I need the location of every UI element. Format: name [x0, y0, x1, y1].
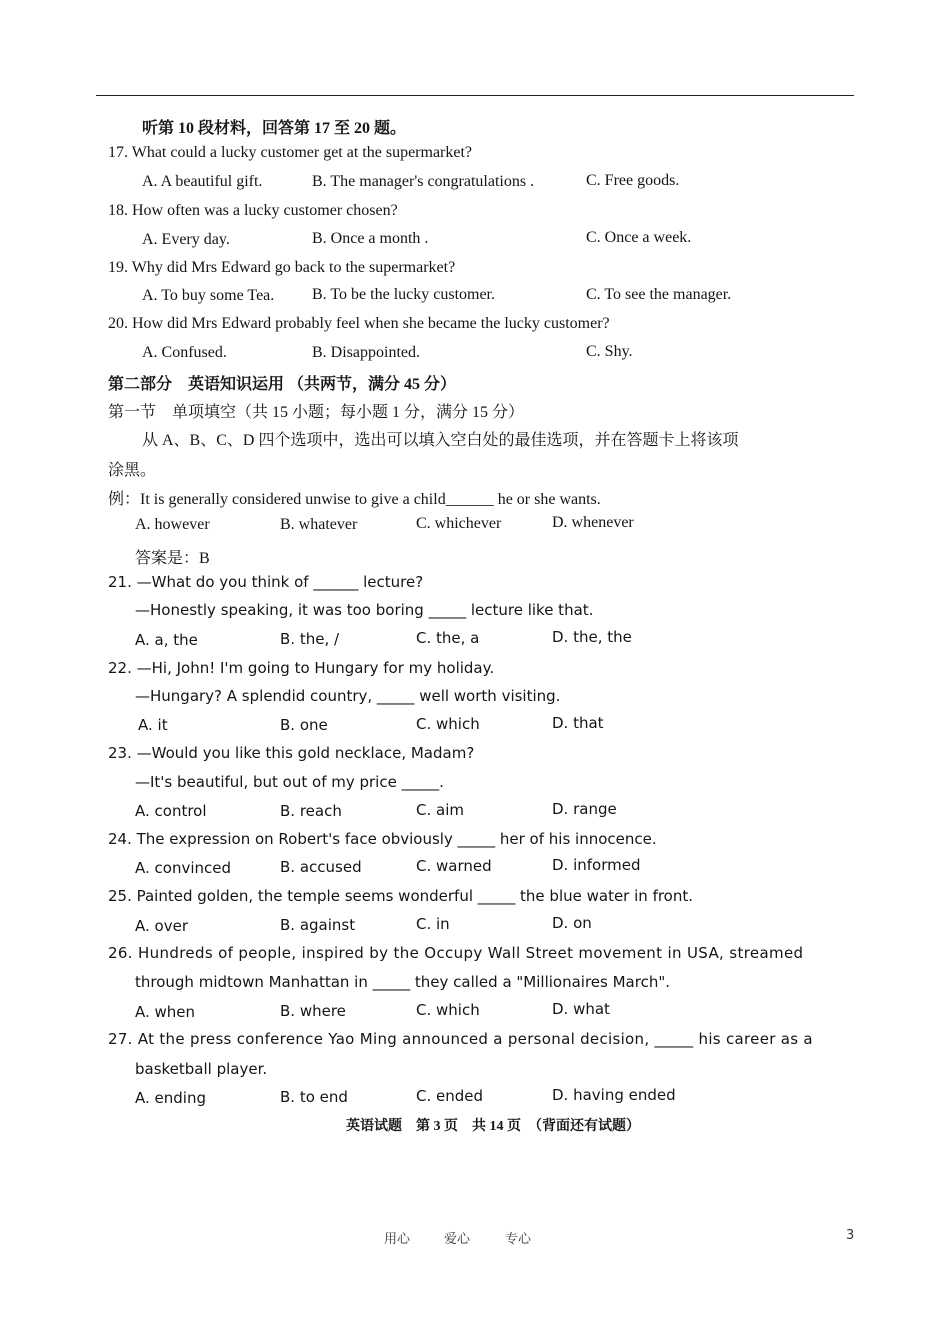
q20-option-a: A. Confused. [142, 344, 227, 361]
q20-option-c: C. Shy. [586, 343, 633, 360]
page-footer: 英语试题 第 3 页 共 14 页 （背面还有试题） [346, 1119, 640, 1134]
q19-option-b: B. To be the lucky customer. [312, 286, 495, 303]
q17-option-a: A. A beautiful gift. [142, 173, 263, 190]
question-20: 20. How did Mrs Edward probably feel when she became the lucky customer? [108, 315, 610, 332]
q21-option-d: D. the, the [552, 628, 632, 646]
question-17: 17. What could a lucky customer get at the supermarket? [108, 144, 473, 161]
q20-option-b: B. Disappointed. [312, 344, 420, 361]
q26-option-b: B. where [280, 1002, 346, 1020]
q25-option-c: C. in [416, 915, 450, 933]
example-question: 例：It is generally considered unwise to give a child______ he or she wants. [108, 491, 601, 508]
question-23-line-2: —It's beautiful, but out of my price _____. [135, 773, 444, 791]
part2-heading: 第二部分 英语知识运用 （共两节，满分 45 分） [108, 376, 457, 393]
question-23: 23. —Would you like this gold necklace, Madam? [108, 744, 475, 762]
q17-option-b: B. The manager's congratulations . [312, 173, 535, 190]
question-26: 26. Hundreds of people, inspired by the Occupy Wall Street movement in USA, streamed [108, 944, 804, 962]
question-24: 24. The expression on Robert's face obviously _____ her of his innocence. [108, 830, 657, 848]
q22-option-c: C. which [416, 715, 480, 733]
q22-option-b: B. one [280, 716, 328, 734]
question-22: 22. —Hi, John! I'm going to Hungary for my holiday. [108, 659, 495, 677]
q26-option-c: C. which [416, 1001, 480, 1019]
example-option-d: D. whenever [552, 514, 634, 531]
q23-option-c: C. aim [416, 801, 464, 819]
footer-word-3: 专心 [505, 1232, 532, 1247]
q24-option-b: B. accused [280, 858, 362, 876]
q17-option-c: C. Free goods. [586, 172, 680, 189]
q21-option-c: C. the, a [416, 629, 480, 647]
q24-option-a: A. convinced [135, 859, 232, 877]
q25-option-d: D. on [552, 914, 592, 932]
q18-option-b: B. Once a month . [312, 230, 429, 247]
q19-option-a: A. To buy some Tea. [142, 287, 275, 304]
q25-option-b: B. against [280, 916, 356, 934]
q22-option-a: A. it [138, 716, 168, 734]
question-18: 18. How often was a lucky customer chosen? [108, 202, 398, 219]
q25-option-a: A. over [135, 917, 188, 935]
q19-option-c: C. To see the manager. [586, 286, 732, 303]
question-27: 27. At the press conference Yao Ming announced a personal decision, _____ his career as a [108, 1030, 813, 1048]
example-answer: 答案是：B [135, 550, 210, 567]
page-number: 3 [846, 1228, 855, 1243]
q27-option-c: C. ended [416, 1087, 484, 1105]
section1-heading: 第一节 单项填空（共 15 小题；每小题 1 分，满分 15 分） [108, 404, 525, 421]
example-option-a: A. however [135, 516, 210, 533]
q23-option-d: D. range [552, 800, 617, 818]
q18-option-c: C. Once a week. [586, 229, 692, 246]
q27-option-a: A. ending [135, 1089, 206, 1107]
question-25: 25. Painted golden, the temple seems wonderful _____ the blue water in front. [108, 887, 694, 905]
question-22-line-2: —Hungary? A splendid country, _____ well worth visiting. [135, 687, 561, 705]
q23-option-a: A. control [135, 802, 207, 820]
question-19: 19. Why did Mrs Edward go back to the supermarket? [108, 259, 456, 276]
q21-option-a: A. a, the [135, 631, 198, 649]
footer-word-2: 爱心 [444, 1232, 471, 1247]
q24-option-d: D. informed [552, 856, 641, 874]
question-27-line-2: basketball player. [135, 1060, 268, 1078]
header-rule [96, 95, 854, 96]
q18-option-a: A. Every day. [142, 231, 230, 248]
question-26-line-2: through midtown Manhattan in _____ they called a "Millionaires March". [135, 973, 670, 991]
q27-option-b: B. to end [280, 1088, 348, 1106]
q23-option-b: B. reach [280, 802, 342, 820]
listening-intro: 听第 10 段材料，回答第 17 至 20 题。 [142, 120, 407, 137]
instruction-line-1: 从 A、B、C、D 四个选项中，选出可以填入空白处的最佳选项，并在答题卡上将该项 [142, 432, 739, 449]
q21-option-b: B. the, / [280, 630, 340, 648]
q22-option-d: D. that [552, 714, 604, 732]
question-21-line-2: —Honestly speaking, it was too boring _____ lecture like that. [135, 601, 594, 619]
footer-word-1: 用心 [384, 1232, 411, 1247]
q26-option-d: D. what [552, 1000, 610, 1018]
example-option-b: B. whatever [280, 516, 358, 533]
q26-option-a: A. when [135, 1003, 196, 1021]
question-21: 21. —What do you think of ______ lecture? [108, 573, 424, 591]
q24-option-c: C. warned [416, 857, 492, 875]
q27-option-d: D. having ended [552, 1086, 676, 1104]
example-option-c: C. whichever [416, 515, 502, 532]
instruction-line-2: 涂黑。 [108, 462, 157, 479]
